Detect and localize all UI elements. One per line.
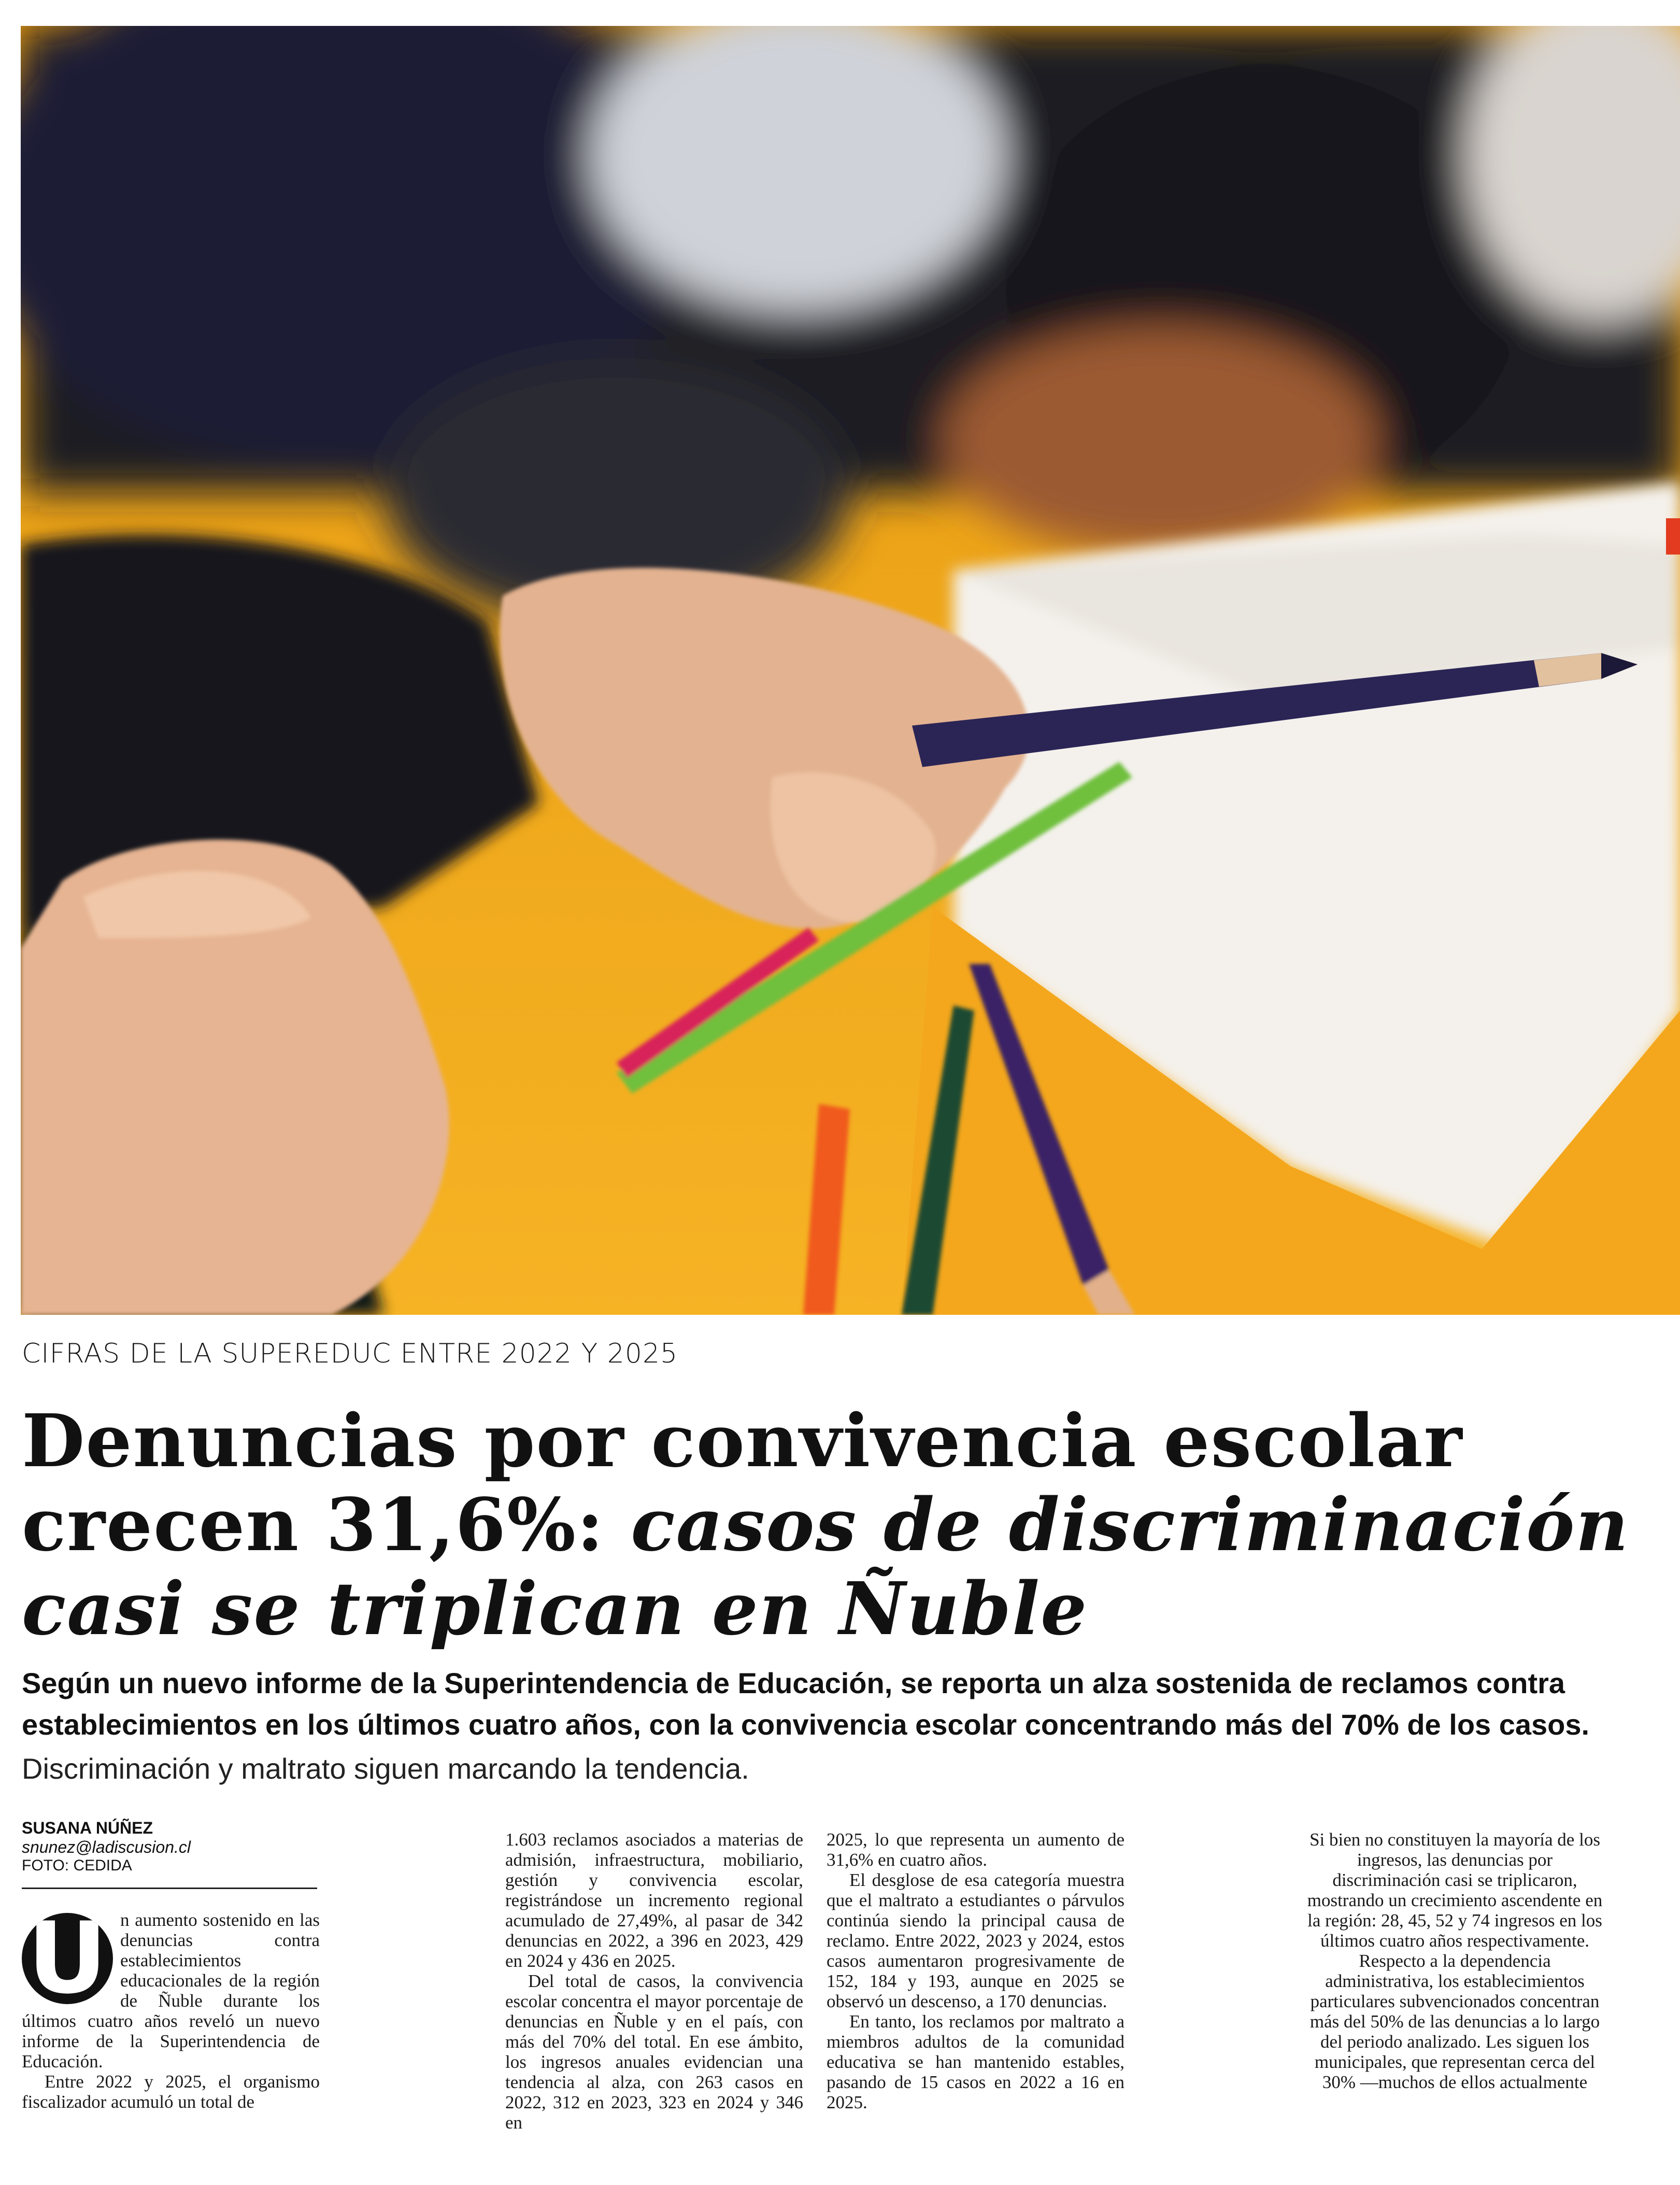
byline-divider	[22, 1888, 317, 1889]
paragraph: Si bien no constituyen la mayoría de los ingresos, las denuncias por discriminación casi se triplicaron, mostrando un crecimiento ascendente en la región: 28, 45, 52 y 74 ingresos en los últimos cuatro años respectivamente.	[1307, 1829, 1603, 1951]
body-column-1	[22, 1910, 320, 2179]
paragraph: El desglose de esa categoría muestra que el maltrato a estudiantes o párvulos continúa siendo la principal causa de reclamo. Entre 2022, 2023 y 2024, estos casos aumentaron progresivamente de 152, 184 y 193, aunque en 2025 se observó un descenso, a 170 denuncias.	[827, 1870, 1124, 2011]
headline-line-1: Denuncias por convivencia escolar	[22, 1399, 1463, 1484]
body-column-4	[1306, 1829, 1604, 2177]
author-name: SUSANA NÚÑEZ	[22, 1819, 153, 1837]
article-deck: Según un nuevo informe de la Superintendencia de Educación, se reporta un alza sostenida de reclamos contra establecimientos en los últimos cuatro años, con la convivencia escolar concentrando más del 70% de los casos.	[22, 1667, 1590, 1741]
drop-cap: U	[22, 1913, 113, 2004]
paragraph: Respecto a la dependencia administrativa, los establecimientos particulares subvencionados concentran más del 50% de las denuncias a lo largo del periodo analizado. Les siguen los municipales, que representan cerca del 30% —muchos de ellos actualmente	[1309, 1951, 1600, 2092]
classroom-pencils-photo-icon	[21, 26, 1680, 1315]
article-subdeck: Discriminación y maltrato siguen marcando la tendencia.	[22, 1752, 749, 1785]
body-column-3	[827, 1829, 1124, 2177]
paragraph: U n aumento sostenido en las denuncias contra establecimientos educacionales de la región de Ñuble durante los últimos cuatro años reveló un nuevo informe de la Superintendencia de Educación.	[22, 1910, 320, 2072]
headline-line-2-italic: casos de discriminación	[631, 1483, 1630, 1568]
photo-credit: FOTO: CEDIDA	[22, 1857, 132, 1874]
paragraph: 2025, lo que representa un aumento de 31,6% en cuatro años.	[827, 1829, 1124, 1870]
section-kicker: CIFRAS DE LA SUPEREDUC ENTRE 2022 Y 2025	[22, 1338, 678, 1369]
headline	[22, 1399, 1659, 1651]
paragraph: 1.603 reclamos asociados a materias de admisión, infraestructura, mobiliario, gestión y convivencia escolar, registrándose un incremento regional acumulado de 27,49%, al pasar de 342 denuncias en 2022, a 396 en 2023, 429 en 2024 y 436 en 2025.	[505, 1829, 803, 1971]
headline-line-3-italic: casi se triplican en Ñuble	[22, 1567, 1088, 1652]
body-column-2	[505, 1829, 803, 2177]
byline	[22, 1818, 317, 1889]
article-photo	[21, 26, 1680, 1315]
paragraph: Entre 2022 y 2025, el organismo fiscalizador acumuló un total de	[22, 2072, 320, 2112]
headline-line-2: crecen 31,6%:	[22, 1483, 631, 1568]
paragraph: Del total de casos, la convivencia escolar concentra el mayor porcentaje de denuncias en Ñuble y en el país, con más del 70% del total. En ese ámbito, los ingresos anuales evidencian una tendencia al alza, con 263 casos en 2022, 312 en 2023, 323 en 2024 y 346 en	[505, 1971, 803, 2133]
author-email: snunez@ladiscusion.cl	[22, 1838, 191, 1856]
paragraph: En tanto, los reclamos por maltrato a miembros adultos de la comunidad educativa se han mantenido estables, pasando de 15 casos en 2022 a 16 en 2025.	[827, 2011, 1124, 2112]
